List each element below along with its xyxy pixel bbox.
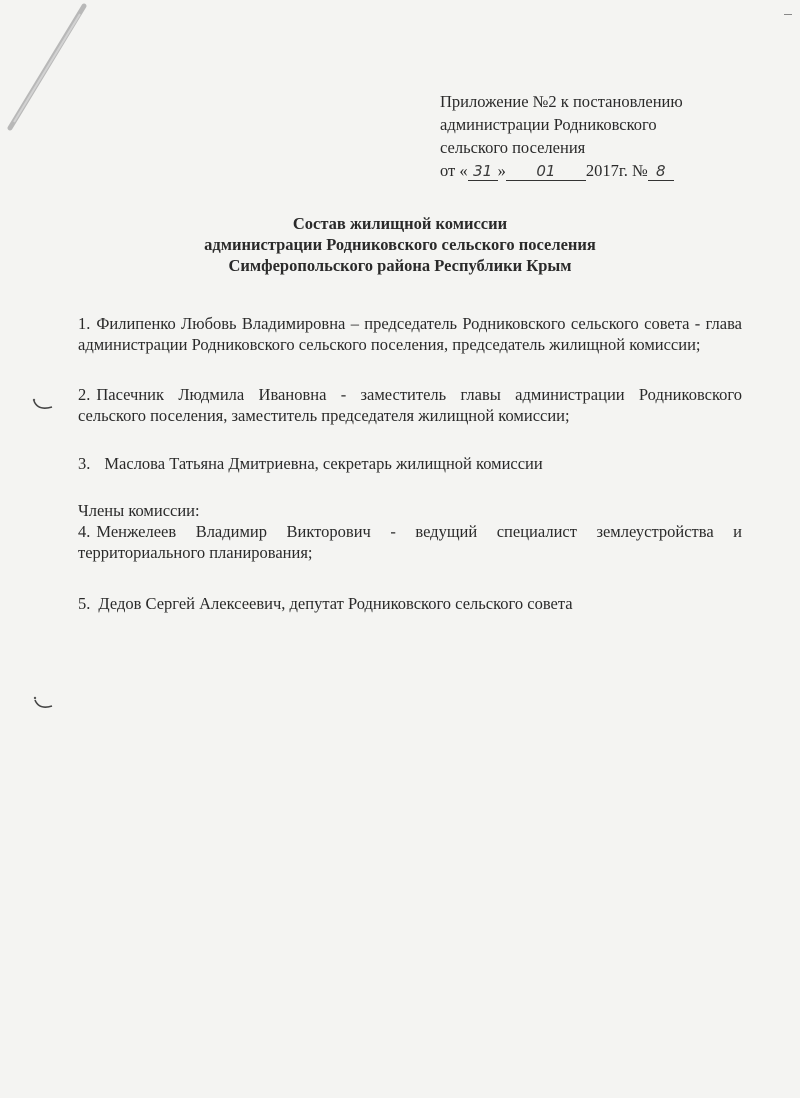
date-day-handwritten: 31 xyxy=(468,163,498,181)
list-item xyxy=(78,521,742,563)
header-date-line xyxy=(440,159,760,182)
punch-hole-mark xyxy=(30,693,56,715)
item-number: 1. xyxy=(78,314,91,333)
list-item xyxy=(78,384,742,426)
date-prefix: от « xyxy=(440,161,468,180)
date-year: 2017г. № xyxy=(585,161,648,180)
doc-number-handwritten: 8 xyxy=(648,163,674,181)
list-item xyxy=(78,593,742,614)
item-number: 3. xyxy=(78,454,91,473)
title-line: Симферопольского района Республики Крым xyxy=(228,256,572,275)
document-title xyxy=(0,213,800,276)
appendix-header xyxy=(440,90,760,182)
item-text: Дедов Сергей Алексеевич, депутат Родниковского сельского совета xyxy=(98,594,573,613)
item-text: Менжелеев Владимир Викторович - ведущий специалист землеустройства и территориального планирования; xyxy=(78,522,742,562)
title-line: Состав жилищной комиссии xyxy=(292,214,508,233)
item-number: 2. xyxy=(78,385,91,404)
commission-list xyxy=(78,313,742,614)
item-number: 4. xyxy=(78,522,91,541)
header-line: сельского поселения xyxy=(440,138,586,157)
item-number: 5. xyxy=(78,594,91,613)
punch-hole-mark xyxy=(30,395,56,417)
item-text: Филипенко Любовь Владимировна – председатель Родниковского сельского совета - глава администрации Родниковского сельского поселения, председатель жилищной комиссии; xyxy=(78,314,742,354)
members-label: Члены комиссии: xyxy=(78,501,200,520)
title-line: администрации Родниковского сельского поселения xyxy=(204,235,596,254)
list-item xyxy=(78,453,742,474)
scan-artifact-dash xyxy=(784,14,792,15)
header-line: администрации Родниковского xyxy=(440,115,657,134)
header-line: Приложение №2 к постановлению xyxy=(440,92,683,111)
list-item xyxy=(78,313,742,355)
date-separator: » xyxy=(497,161,506,180)
item-text: Маслова Татьяна Дмитриевна, секретарь жилищной комиссии xyxy=(104,454,543,473)
item-text: Пасечник Людмила Ивановна - заместитель главы администрации Родниковского сельского поселения, заместитель председателя жилищной комиссии; xyxy=(78,385,742,425)
scan-shadow-mark xyxy=(0,0,110,140)
date-month-handwritten: 01 xyxy=(506,163,586,181)
